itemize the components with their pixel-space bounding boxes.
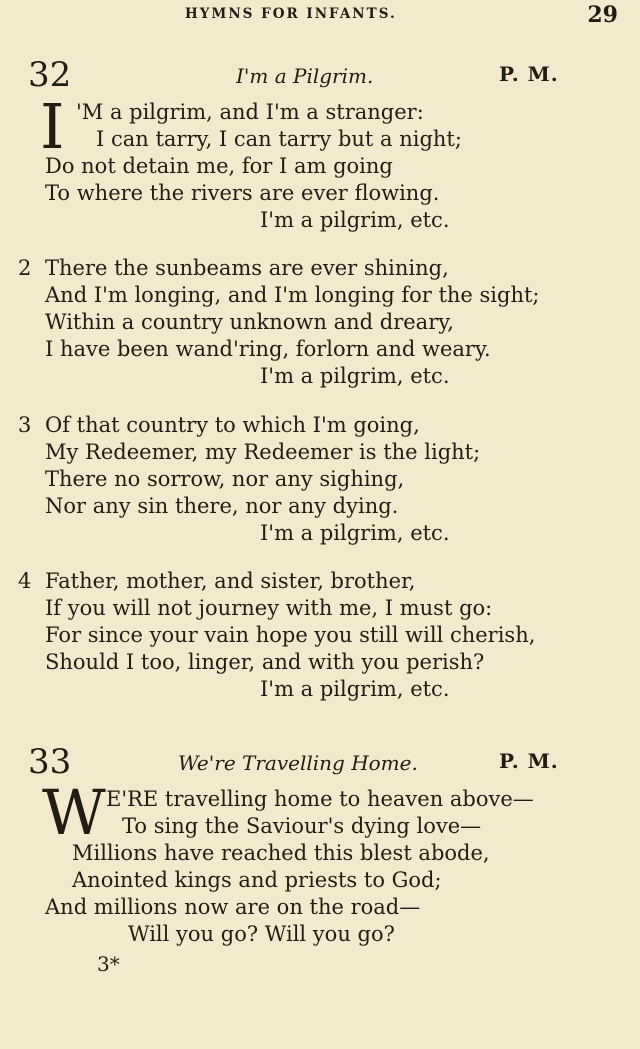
hymn-title: We're Travelling Home. [178, 751, 418, 775]
hymn-meter: P. M. [499, 62, 559, 86]
verse-line: Within a country unknown and dreary, [45, 310, 454, 334]
verse-line: For since your vain hope you still will cherish, [45, 623, 536, 647]
verse-line: And I'm longing, and I'm longing for the sight; [45, 283, 540, 307]
verse-line: There the sunbeams are ever shining, [45, 256, 449, 280]
hymn-number: 33 [28, 742, 72, 782]
stanza-number: 4 [18, 569, 32, 593]
signature-mark: 3* [97, 952, 120, 976]
verse-line: 'M a pilgrim, and I'm a stranger: [76, 100, 424, 124]
verse-line: Should I too, linger, and with you perish? [45, 650, 485, 674]
verse-line: My Redeemer, my Redeemer is the light; [45, 440, 481, 464]
verse-line: To sing the Saviour's dying love— [122, 814, 482, 838]
stanza-number: 2 [18, 256, 32, 280]
verse-line: I can tarry, I can tarry but a night; [96, 127, 462, 151]
refrain-line: I'm a pilgrim, etc. [260, 521, 450, 545]
drop-cap: W [42, 776, 106, 849]
verse-line: Millions have reached this blest abode, [72, 841, 490, 865]
hymn-33-heading [28, 742, 588, 782]
hymn-title: I'm a Pilgrim. [236, 64, 374, 88]
hymn-32-heading [28, 55, 588, 95]
hymn-meter: P. M. [499, 749, 559, 773]
verse-line: E'RE travelling home to heaven above— [106, 787, 534, 811]
verse-line: If you will not journey with me, I must go: [45, 596, 493, 620]
refrain-line: I'm a pilgrim, etc. [260, 208, 450, 232]
stanza-number: 3 [18, 413, 32, 437]
page-number: 29 [587, 2, 618, 28]
verse-line: I have been wand'ring, forlorn and weary. [45, 337, 491, 361]
verse-line: Of that country to which I'm going, [45, 413, 420, 437]
verse-line: There no sorrow, nor any sighing, [45, 467, 405, 491]
verse-line: Father, mother, and sister, brother, [45, 569, 416, 593]
verse-line: Nor any sin there, nor any dying. [45, 494, 399, 518]
hymn-number: 32 [28, 55, 72, 95]
refrain-line: I'm a pilgrim, etc. [260, 364, 450, 388]
verse-line: Do not detain me, for I am going [45, 154, 393, 178]
running-head: HYMNS FOR INFANTS. [185, 6, 397, 22]
verse-line: Anointed kings and priests to God; [72, 868, 442, 892]
verse-line: And millions now are on the road— [45, 895, 421, 919]
verse-line: Will you go? Will you go? [128, 922, 395, 946]
verse-line: To where the rivers are ever flowing. [45, 181, 440, 205]
refrain-line: I'm a pilgrim, etc. [260, 677, 450, 701]
drop-cap: I [40, 90, 65, 163]
